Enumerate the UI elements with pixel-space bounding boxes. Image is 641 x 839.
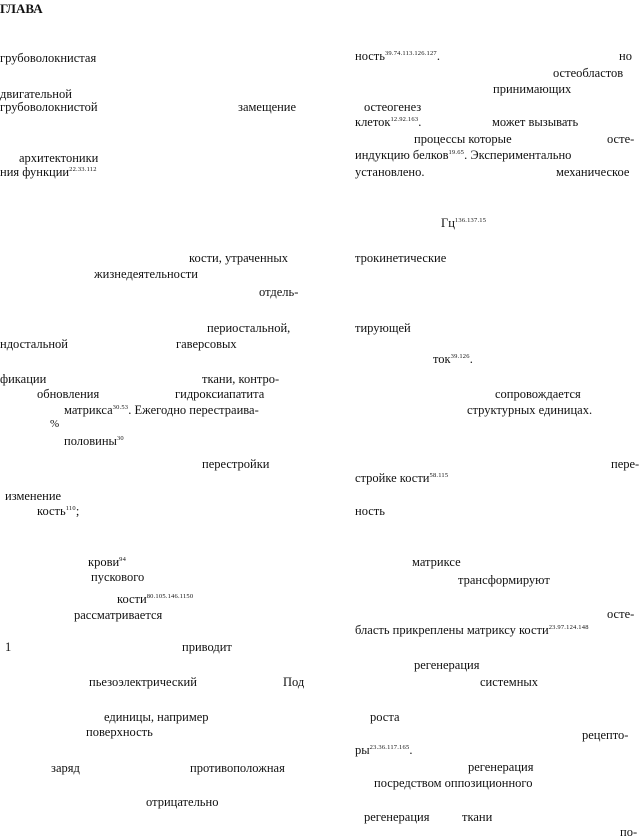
text-fragment: остеобластов	[553, 66, 624, 80]
text-fragment: половины$^{30}$	[64, 434, 124, 448]
text-fragment: заряд	[51, 761, 80, 775]
citation: 39.126	[450, 353, 470, 360]
text-fragment: ндостальной	[0, 337, 68, 351]
text-fragment: ность$^{39.74.113.126.127}$.	[355, 49, 441, 63]
text-fragment: изменение	[5, 489, 62, 503]
citation: 80.105.146.1150	[146, 593, 194, 600]
text-fragment: рецепто-	[582, 728, 629, 742]
text-fragment: бласть прикреплены матриксу кости$^{23.97.124.148}$	[355, 623, 589, 637]
text-fragment: отрицательно	[146, 795, 219, 809]
citation: 19.65	[448, 149, 465, 156]
text-fragment: стройке кости$^{58.115}$	[355, 471, 449, 485]
text-fragment: периостальной,	[207, 321, 291, 335]
text-fragment: грубоволокнистой	[0, 100, 98, 114]
text-fragment: ния функции$^{22.33.112}$	[0, 165, 97, 179]
text-fragment: роста	[370, 710, 400, 724]
text-fragment: %	[50, 418, 60, 430]
text-fragment: кости$^{80.105.146.1150}$	[117, 592, 194, 606]
text-fragment: остеогенез	[364, 100, 422, 114]
citation: 22.33.112	[69, 166, 97, 173]
text-fragment: сопровождается	[495, 387, 581, 401]
text-fragment: грубоволокнистая	[0, 51, 97, 65]
text-fragment: ность	[355, 504, 385, 518]
text-fragment: осте-	[607, 607, 635, 621]
citation: 136.137.15	[454, 217, 487, 224]
text-fragment: гаверсовых	[176, 337, 237, 351]
text-fragment: обновления	[37, 387, 100, 401]
text-fragment: пускового	[91, 570, 145, 584]
text-fragment: отдель-	[259, 285, 299, 299]
text-fragment: матриксе	[412, 555, 461, 569]
citation: 23.97.124.148	[548, 624, 589, 631]
text-fragment: трансформируют	[458, 573, 550, 587]
text-fragment: принимающих	[493, 82, 572, 96]
text-fragment: установлено.	[355, 165, 425, 179]
text-fragment: 1	[5, 640, 12, 654]
text-fragment: $Гц^{136.137.15}$	[441, 216, 487, 230]
text-fragment: структурных единицах.	[467, 403, 593, 417]
text-fragment: процессы которые	[414, 132, 512, 146]
text-fragment: кости, утраченных	[189, 251, 288, 265]
text-fragment: противоположная	[190, 761, 285, 775]
text-fragment: единицы, например	[104, 710, 209, 724]
text-fragment: поверхность	[86, 725, 153, 739]
text-fragment: фикации	[0, 372, 47, 386]
text-fragment: $ры^{23.36.117.165}$.	[355, 743, 413, 757]
citation: 110	[65, 505, 76, 512]
citation: 39.74.113.126.127	[384, 50, 437, 57]
text-fragment: архитектоники	[19, 151, 99, 165]
text-fragment: замещение	[238, 100, 297, 114]
text-fragment: Под	[283, 675, 305, 689]
text-fragment: системных	[480, 675, 539, 689]
text-fragment: крови$^{94}$	[88, 555, 127, 569]
chapter-header: ГЛАВА	[0, 1, 43, 16]
text-fragment: посредством оппозиционного	[374, 776, 533, 790]
text-fragment: регенерация	[468, 760, 534, 774]
text-fragment: регенерация	[414, 658, 480, 672]
text-fragment: может вызывать	[492, 115, 579, 129]
text-fragment: рассматривается	[74, 608, 163, 622]
text-fragment: осте-	[607, 132, 635, 146]
text-fragment: клеток$^{12.92.163}$.	[355, 115, 422, 129]
text-fragment: жизнедеятельности	[94, 267, 198, 281]
text-fragment: но	[619, 49, 632, 63]
citation: 23.36.117.165	[369, 744, 410, 751]
text-fragment: ток$^{39.126}$.	[433, 352, 473, 366]
citation: 94	[119, 556, 127, 563]
text-fragment: двигательной	[0, 87, 72, 101]
text-fragment: трокинетические	[355, 251, 447, 265]
text-fragment: перестройки	[202, 457, 270, 471]
text-fragment: ткани, контро-	[202, 372, 280, 386]
text-fragment: индукцию белков$^{19.65}$. Экспериментально	[355, 148, 572, 162]
text-fragment: пере-	[611, 457, 640, 471]
text-fragment: матрикса$^{30.53}$. Ежегодно перестраива-	[64, 403, 259, 417]
text-fragment: приводит	[182, 640, 232, 654]
citation: 30	[116, 435, 124, 442]
text-fragment: ткани	[462, 810, 493, 824]
text-fragment: кость$^{110}$;	[37, 504, 80, 518]
text-fragment: пьезоэлектрический	[89, 675, 197, 689]
text-fragment: регенерация	[364, 810, 430, 824]
text-fragment: механическое	[556, 165, 630, 179]
text-fragment: гидроксиапатита	[175, 387, 265, 401]
text-fragment: по-	[620, 825, 638, 839]
citation: 58.115	[429, 472, 449, 479]
citation: 12.92.163	[390, 116, 419, 123]
citation: 30.53	[112, 404, 129, 411]
text-fragment: тирующей	[355, 321, 411, 335]
